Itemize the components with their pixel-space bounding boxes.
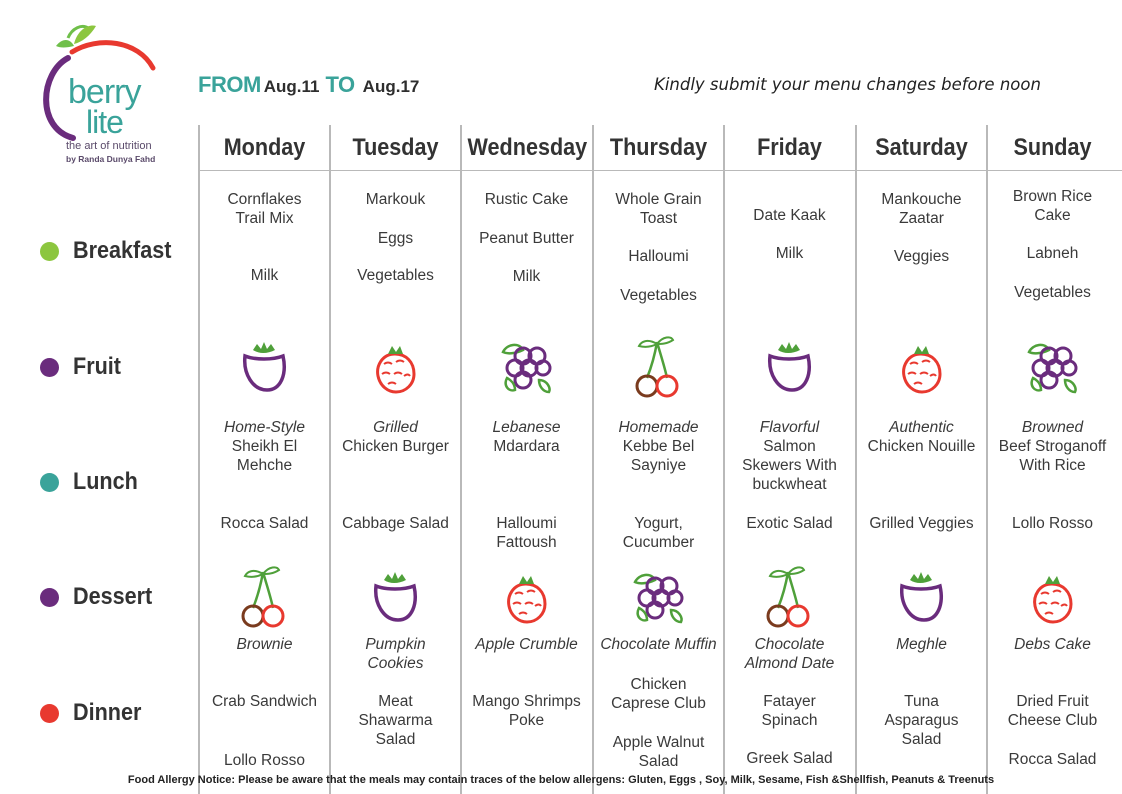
breakfast-item: Milk bbox=[512, 268, 541, 285]
lunch-dish-name: Salmon Skewers With buckwheat bbox=[742, 438, 837, 493]
lunch-dish-name: Chicken Nouille bbox=[867, 438, 976, 455]
dessert-dot bbox=[40, 588, 59, 607]
lunch-dish-descriptor: Grilled bbox=[373, 419, 418, 436]
breakfast-item: Brown Rice Cake bbox=[1012, 188, 1093, 224]
cherry-icon bbox=[756, 564, 822, 630]
lunch-dish-descriptor: Browned bbox=[1021, 419, 1084, 436]
submit-notice: Kindly submit your menu changes before noon bbox=[654, 75, 1041, 94]
lunch-dish-descriptor: Authentic bbox=[889, 419, 954, 436]
raspberry-icon bbox=[1019, 564, 1085, 630]
meal-label-dessert bbox=[40, 583, 161, 611]
header-divider bbox=[199, 170, 1122, 171]
plum-icon bbox=[231, 334, 297, 400]
dinner-main-dish: Crab Sandwich bbox=[211, 693, 318, 710]
day-header-tuesday: Tuesday bbox=[352, 134, 439, 161]
cherry-icon bbox=[231, 564, 297, 630]
lunch-main-dish bbox=[593, 418, 724, 475]
breakfast-item: Veggies bbox=[893, 248, 950, 265]
lunch-dish-name: Kebbe Bel Sayniye bbox=[622, 438, 695, 474]
dessert-item: Pumpkin Cookies bbox=[365, 636, 426, 672]
dinner-side: Apple Walnut Salad bbox=[612, 734, 705, 770]
day-header-thursday: Thursday bbox=[609, 134, 708, 161]
date-range bbox=[198, 72, 419, 98]
breakfast-item: Milk bbox=[250, 267, 279, 284]
raspberry-icon bbox=[493, 564, 559, 630]
lunch-main-dish bbox=[461, 418, 592, 456]
lunch-side: Rocca Salad bbox=[220, 515, 309, 532]
logo-word2: lite bbox=[86, 104, 123, 140]
lunch-dish-name: Beef Stroganoff With Rice bbox=[998, 438, 1107, 474]
from-date: Aug.11 bbox=[263, 77, 320, 96]
meal-label-text: Fruit bbox=[73, 353, 121, 380]
grapes-icon bbox=[493, 334, 559, 400]
lunch-main-dish bbox=[199, 418, 330, 475]
raspberry-icon bbox=[362, 334, 428, 400]
breakfast-item: Whole Grain Toast bbox=[615, 191, 702, 227]
to-date: Aug.17 bbox=[362, 77, 420, 96]
dinner-side: Rocca Salad bbox=[1008, 751, 1097, 768]
logo-word1: berry bbox=[68, 73, 141, 111]
dinner-main-dish: Dried Fruit Cheese Club bbox=[1007, 693, 1098, 729]
dinner-main-dish: Mango Shrimps Poke bbox=[472, 693, 581, 729]
lunch-main-dish bbox=[856, 418, 987, 456]
dessert-item: Brownie bbox=[236, 636, 293, 653]
dessert-item: Chocolate Almond Date bbox=[744, 636, 835, 672]
meal-label-lunch bbox=[40, 468, 145, 496]
breakfast-item: Mankouche Zaatar bbox=[881, 191, 962, 227]
breakfast-dot bbox=[40, 242, 59, 261]
dinner-main-dish: Meat Shawarma Salad bbox=[358, 693, 433, 748]
dessert-item: Apple Crumble bbox=[475, 636, 578, 653]
day-header-saturday: Saturday bbox=[875, 134, 968, 161]
plum-icon bbox=[362, 564, 428, 630]
lunch-dish-descriptor: Home-Style bbox=[224, 419, 305, 436]
dinner-main-dish: Tuna Asparagus Salad bbox=[884, 693, 959, 748]
lunch-dot bbox=[40, 473, 59, 492]
breakfast-item: Markouk bbox=[365, 191, 426, 208]
logo-tagline: the art of nutrition bbox=[66, 140, 152, 152]
lunch-side: Halloumi Fattoush bbox=[496, 515, 557, 551]
dessert-item: Meghle bbox=[896, 636, 947, 653]
meal-label-text: Dinner bbox=[73, 699, 142, 726]
lunch-dish-name: Mdardara bbox=[493, 438, 560, 455]
breakfast-item: Peanut Butter bbox=[479, 230, 574, 247]
cherry-icon bbox=[625, 334, 691, 400]
breakfast-item: Vegetables bbox=[357, 267, 434, 284]
meal-label-text: Breakfast bbox=[73, 237, 172, 264]
breakfast-item: Labneh bbox=[1026, 245, 1079, 262]
plum-icon bbox=[756, 334, 822, 400]
day-header-sunday: Sunday bbox=[1013, 134, 1092, 161]
allergy-notice: Food Allergy Notice: Please be aware that the meals may contain traces of the below allergens: Gluten, Eggs , Soy, Milk, Sesame, Fish &Shellfish, Peanuts & Treenuts bbox=[127, 774, 995, 786]
lunch-side: Exotic Salad bbox=[746, 515, 833, 532]
breakfast-item: Cornflakes Trail Mix bbox=[227, 191, 302, 227]
breakfast-item: Halloumi bbox=[628, 248, 689, 265]
dinner-main-dish: Chicken Caprese Club bbox=[611, 676, 706, 712]
dinner-side: Lollo Rosso bbox=[224, 752, 305, 769]
meal-label-dinner bbox=[40, 699, 149, 727]
meal-label-fruit bbox=[40, 353, 126, 381]
lunch-dish-descriptor: Homemade bbox=[618, 419, 699, 436]
breakfast-item: Rustic Cake bbox=[484, 191, 569, 208]
grapes-icon bbox=[1019, 334, 1085, 400]
lunch-side: Lollo Rosso bbox=[1012, 515, 1093, 532]
lunch-main-dish bbox=[987, 418, 1118, 475]
meal-label-text: Lunch bbox=[73, 468, 138, 495]
from-label: FROM bbox=[198, 72, 261, 97]
dinner-dot bbox=[40, 704, 59, 723]
lunch-dish-descriptor: Flavorful bbox=[759, 419, 820, 436]
breakfast-item: Vegetables bbox=[620, 287, 697, 304]
meal-label-breakfast bbox=[40, 237, 182, 265]
breakfast-item: Vegetables bbox=[1014, 284, 1091, 301]
day-header-monday: Monday bbox=[223, 134, 306, 161]
lunch-dish-name: Sheikh El Mehche bbox=[231, 438, 298, 474]
plum-icon bbox=[888, 564, 954, 630]
to-label: TO bbox=[325, 72, 355, 97]
breakfast-item: Milk bbox=[775, 245, 804, 262]
lunch-main-dish bbox=[724, 418, 855, 494]
lunch-main-dish bbox=[330, 418, 461, 456]
breakfast-item: Eggs bbox=[377, 230, 414, 247]
lunch-dish-descriptor: Lebanese bbox=[492, 419, 561, 436]
lunch-side: Grilled Veggies bbox=[869, 515, 974, 532]
dinner-side: Greek Salad bbox=[746, 750, 833, 767]
meal-label-text: Dessert bbox=[73, 583, 153, 610]
day-header-wednesday: Wednesday bbox=[467, 134, 588, 161]
day-header-friday: Friday bbox=[757, 134, 822, 161]
dessert-item: Debs Cake bbox=[1014, 636, 1091, 653]
dessert-item: Chocolate Muffin bbox=[600, 636, 717, 653]
grapes-icon bbox=[625, 564, 691, 630]
dinner-main-dish: Fatayer Spinach bbox=[761, 693, 818, 729]
lunch-side: Yogurt, Cucumber bbox=[622, 515, 695, 551]
breakfast-item: Date Kaak bbox=[753, 207, 826, 224]
raspberry-icon bbox=[888, 334, 954, 400]
lunch-dish-name: Chicken Burger bbox=[342, 438, 449, 455]
fruit-dot bbox=[40, 358, 59, 377]
logo-byline: by Randa Dunya Fahd bbox=[66, 154, 156, 164]
lunch-side: Cabbage Salad bbox=[342, 515, 449, 532]
